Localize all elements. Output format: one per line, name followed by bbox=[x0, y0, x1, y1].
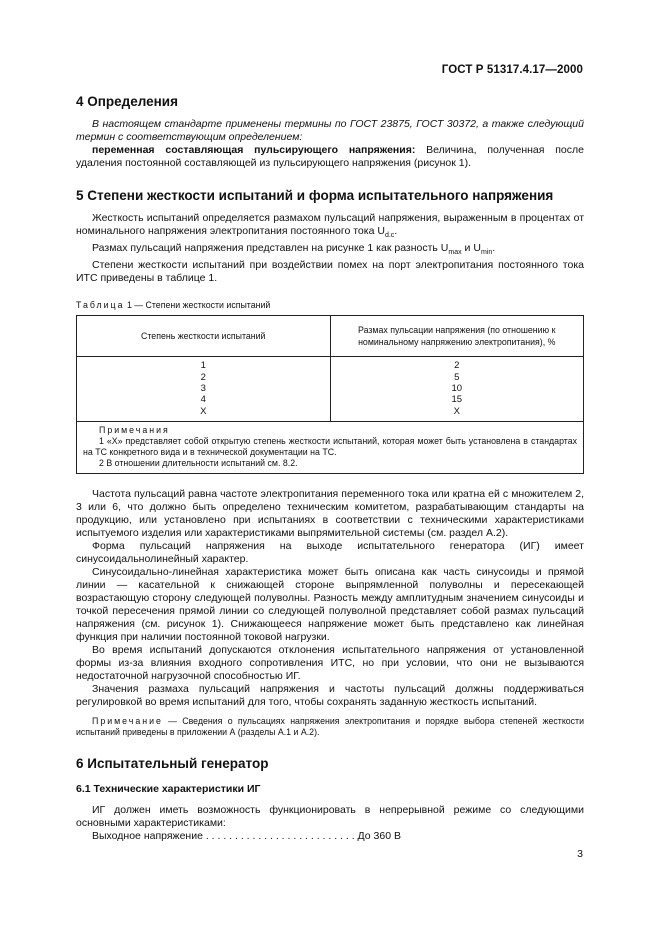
section-5-p5: Форма пульсаций напряжения на выходе испытательного генератора (ИГ) имеет синусоидальнолинейный характер. bbox=[76, 540, 584, 566]
table-notes bbox=[77, 422, 584, 474]
table-levels-cell bbox=[77, 357, 331, 422]
section-6-title: 6 Испытательный генератор bbox=[76, 756, 269, 772]
section-5-p7: Во время испытаний допускаются отклонения испытательного напряжения от установленной формы из-за влияния входного сопротивления ИТС, но при условии, что они не вызываются недостаточной нагрузочной способностью ИГ. bbox=[76, 644, 584, 683]
section-4-intro: В настоящем стандарте применены термины по ГОСТ 23875, ГОСТ 30372, а также следующий термин с соответствующим определением: bbox=[76, 118, 584, 143]
section-5-p1: Жесткость испытаний определяется размахом пульсаций напряжения, выраженным в процентах от номинального напряжения электропитания постоянного тока $U_{d.c}$. bbox=[76, 212, 584, 240]
page-content bbox=[76, 88, 584, 843]
table-level: 1 bbox=[200, 360, 206, 372]
document-id-header: ГОСТ Р 51317.4.17—2000 bbox=[441, 64, 583, 76]
table-ripple: 5 bbox=[454, 371, 460, 383]
section-5-p2: Размах пульсаций напряжения представлен на рисунке 1 как разность $U_{max}$ и $U_{min}$. bbox=[92, 242, 496, 257]
page-number: 3 bbox=[577, 848, 583, 860]
table-level: X bbox=[200, 405, 207, 417]
section-5-p4: Частота пульсаций равна частоте электропитания переменного тока или кратна ей с множителем 2, 3 или 6, что должно быть определено техническим комитетом, разрабатывающим стандарты на продукцию, или установлено при испытаниях в соответствии с техническими характеристиками испытуемого изделия или характеристиками выпрямительной системы (см. раздел А.2). bbox=[76, 488, 584, 540]
section-5-title: 5 Степени жесткости испытаний и форма испытательного напряжения bbox=[76, 188, 554, 203]
table-ripple: 2 bbox=[454, 360, 460, 372]
table-header-level: Степень жесткости испытаний bbox=[77, 316, 331, 357]
section-5-p8: Значения размаха пульсаций напряжения и частоты пульсаций должны поддерживаться регулировкой во время испытаний для того, чтобы сохранять заданную жесткость испытаний. bbox=[76, 683, 584, 709]
section-5-p6: Синусоидально-линейная характеристика может быть описана как часть синусоиды и прямой линии — касательной к снижающей стороне выпрямленной полуволны и пересекающей возрастающую сторону следующей полуволны. Разность между амплитудным значением синусоиды и точкой пересечения прямой линии со следующей полуволной представляет собой размах пульсаций напряжения (см. рисунок 1). Снижающееся напряжение может быть представлено как линейная функция при наличии постоянной токовой нагрузки. bbox=[76, 566, 584, 644]
note-1: 1 «X» представляет собой открытую степень жесткости испытаний, которая может быть установлена в стандартах на ТС конкретного вида и в технической документации на ТС. bbox=[83, 436, 577, 458]
notes-title: Примечания bbox=[99, 425, 170, 436]
table-ripple: 10 bbox=[451, 383, 463, 394]
table-level: 3 bbox=[200, 383, 206, 394]
section-6-1-title: 6.1 Технические характеристики ИГ bbox=[76, 783, 261, 796]
table-ripple: X bbox=[453, 405, 460, 417]
section-4-title: 4 Определения bbox=[76, 94, 178, 109]
section-6-p1: ИГ должен иметь возможность функционировать в непрерывной режиме со следующими основными характеристиками: bbox=[76, 804, 584, 830]
table-ripple-cell bbox=[330, 357, 584, 422]
term: переменная составляющая пульсирующего напряжения: bbox=[92, 144, 416, 156]
section-4-definition bbox=[76, 144, 584, 170]
note-2: 2 В отношении длительности испытаний см. 8.2. bbox=[99, 458, 298, 469]
table-ripple: 15 bbox=[451, 394, 463, 406]
severity-table bbox=[76, 315, 584, 474]
section-5-p3: Степени жесткости испытаний при воздействии помех на порт электропитания постоянного тока ИТС приведены в таблице 1. bbox=[76, 259, 584, 285]
table-caption: Таблица 1 — Степени жесткости испытаний bbox=[76, 300, 271, 311]
table-level: 4 bbox=[200, 394, 206, 406]
table-header-ripple: Размах пульсации напряжения (по отношению к номинальному напряжению электропитания), % bbox=[330, 316, 584, 357]
section-5-note: Примечание — Сведения о пульсациях напряжения электропитания и порядке выбора степеней жесткости испытаний приведены в приложении А (разделы А.1 и А.2). bbox=[76, 716, 584, 738]
term-definition: Величина, полученная после удаления постоянной составляющей из пульсирующего напряжения (рисунок 1). bbox=[76, 144, 584, 169]
table-level: 2 bbox=[200, 371, 206, 383]
spec-output-voltage: Выходное напряжение . . . . . . . . . . . . . . . . . . . . . . . . . . До 360 В bbox=[92, 830, 401, 843]
